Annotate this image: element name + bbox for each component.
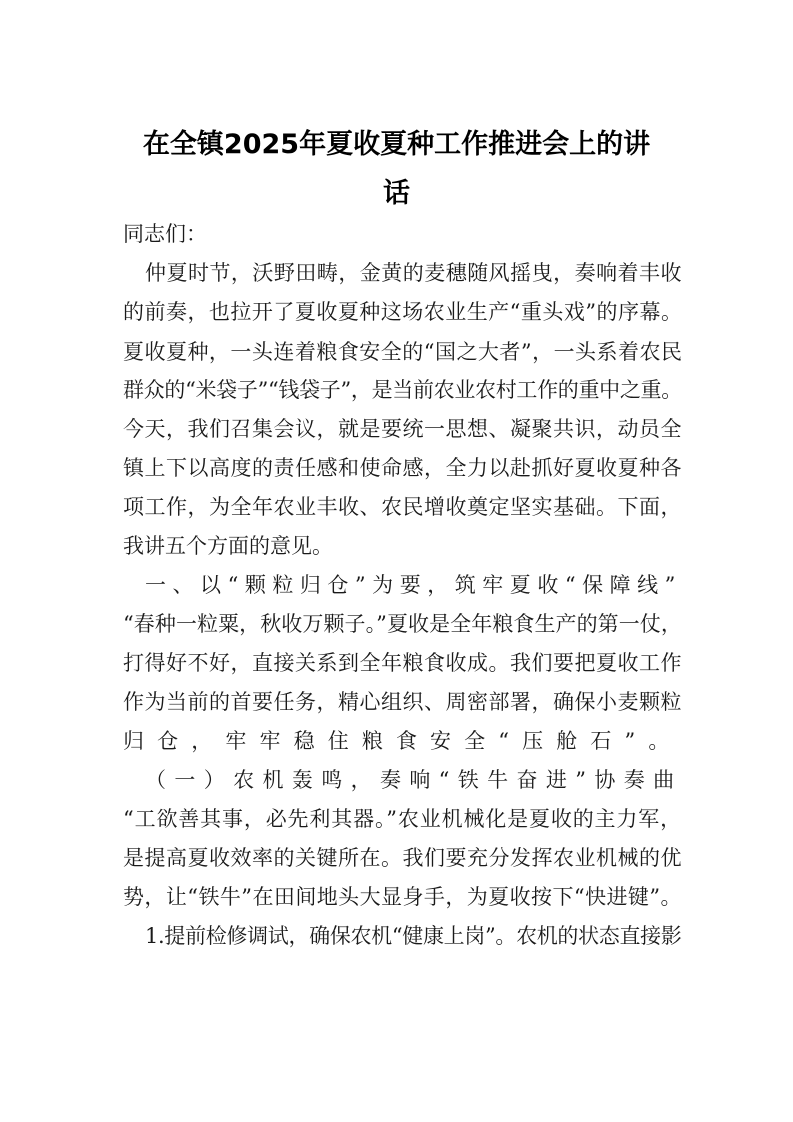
body-line: 的前奏，也拉开了夏收夏种这场农业生产“重头戏”的序幕。 xyxy=(123,300,683,324)
numbered-item: 1.提前检修调试，确保农机“健康上岗”。农机的状态直接影 xyxy=(145,924,682,948)
body-line: 作为当前的首要任务，精心组织、周密部署，确保小麦颗粒 xyxy=(123,690,682,714)
salutation: 同志们： xyxy=(123,222,207,246)
body-line: 我讲五个方面的意见。 xyxy=(123,534,333,558)
body-line: 打得好不好，直接关系到全年粮食收成。我们要把夏收工作 xyxy=(123,651,682,675)
body-line: 仲夏时节，沃野田畴，金黄的麦穗随风摇曳，奏响着丰收 xyxy=(145,261,682,285)
body-line: 镇上下以高度的责任感和使命感，全力以赴抓好夏收夏种各 xyxy=(123,456,682,480)
body-line: 是提高夏收效率的关键所在。我们要充分发挥农业机械的优 xyxy=(123,846,682,870)
section-heading: 一、以“颗粒归仓”为要，筑牢夏收“保障线” xyxy=(145,573,682,597)
body-line: 今天，我们召集会议，就是要统一思想、凝聚共识，动员全 xyxy=(123,417,682,441)
body-line: 归仓，牢牢稳住粮食安全“压舱石”。 xyxy=(123,729,683,753)
body-line: “工欲善其事，必先利其器。”农业机械化是夏收的主力军， xyxy=(123,807,682,831)
document-title-line-1: 在全镇2025年夏收夏种工作推进会上的讲 xyxy=(142,129,651,160)
body-line: “春种一粒粟，秋收万颗子。”夏收是全年粮食生产的第一仗， xyxy=(123,612,682,636)
document-title-line-2: 话 xyxy=(383,178,410,209)
body-line: 群众的“米袋子”“钱袋子”，是当前农业农村工作的重中之重。 xyxy=(123,378,682,402)
body-line: 夏收夏种，一头连着粮食安全的“国之大者”，一头系着农民 xyxy=(123,340,683,364)
subsection-heading: （一）农机轰鸣，奏响“铁牛奋进”协奏曲 xyxy=(145,768,683,792)
body-line: 项工作，为全年农业丰收、农民增收奠定坚实基础。下面， xyxy=(123,495,682,519)
body-line: 势，让“铁牛”在田间地头大显身手，为夏收按下“快进键”。 xyxy=(123,885,682,909)
